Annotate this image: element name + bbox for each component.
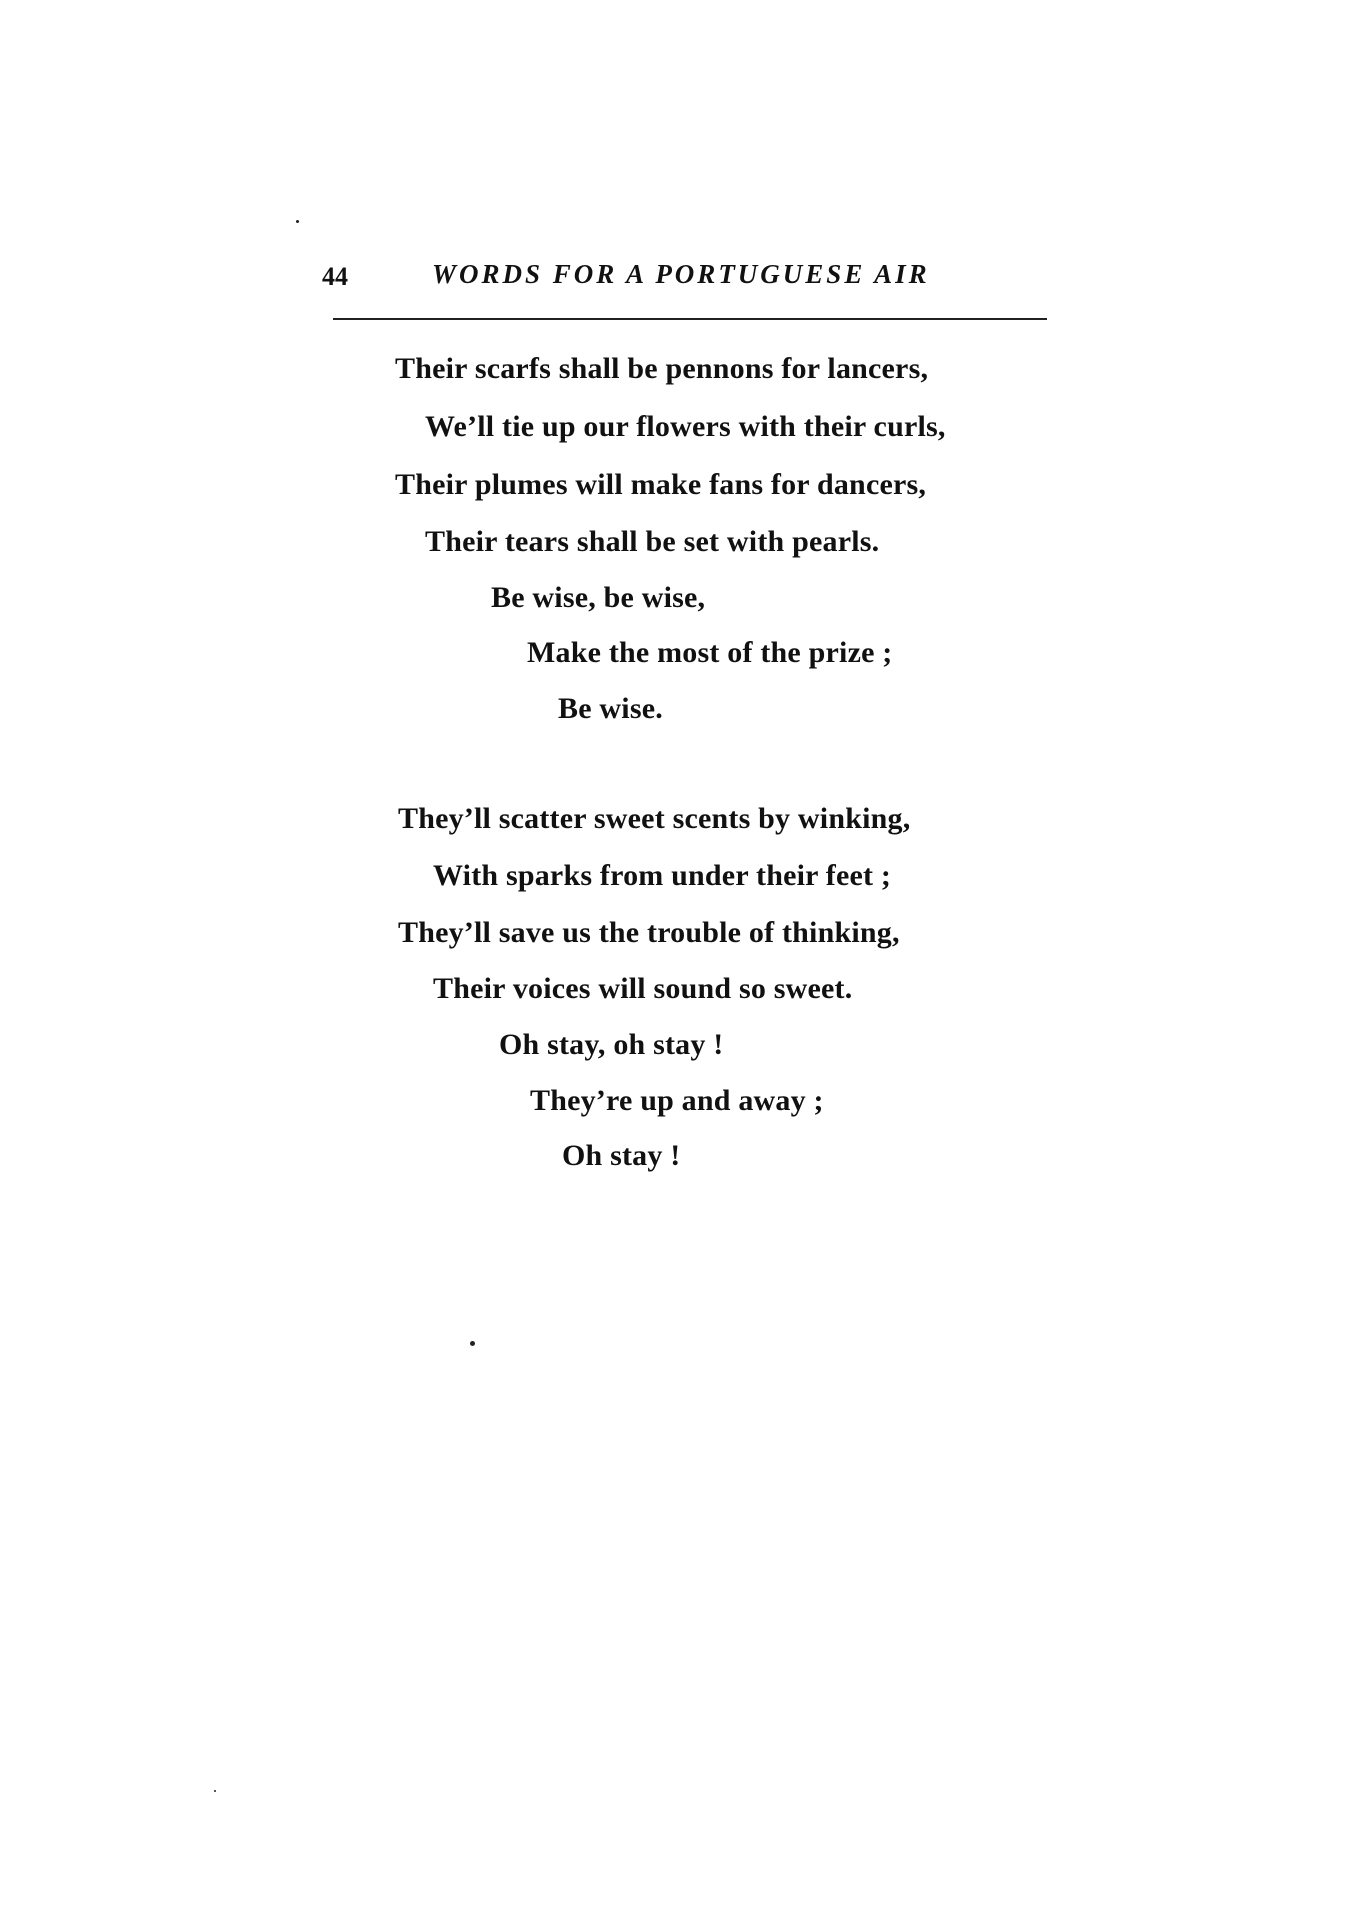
poem-line: They’re up and away ; <box>530 1084 824 1117</box>
poem-line: They’ll scatter sweet scents by winking, <box>398 802 911 835</box>
header-rule <box>333 318 1047 320</box>
poem-line: They’ll save us the trouble of thinking, <box>398 916 900 949</box>
running-title: WORDS FOR A PORTUGUESE AIR <box>432 259 930 289</box>
poem-line: With sparks from under their feet ; <box>433 859 892 892</box>
poem-line: Their tears shall be set with pearls. <box>425 525 880 558</box>
poem-line: Their scarfs shall be pennons for lancers, <box>395 352 929 385</box>
poem-line: Oh stay, oh stay ! <box>499 1028 724 1061</box>
page-number: 44 <box>322 262 348 291</box>
poem-line: Be wise, be wise, <box>491 581 706 614</box>
ink-speck <box>470 1341 475 1346</box>
poem-line: Their plumes will make fans for dancers, <box>395 468 927 501</box>
poem-line: Make the most of the prize ; <box>527 636 893 669</box>
ink-speck <box>214 1790 216 1792</box>
ink-speck <box>296 220 299 223</box>
poem-line: We’ll tie up our flowers with their curls, <box>425 410 946 443</box>
poem-line: Be wise. <box>558 692 663 725</box>
poem-line: Their voices will sound so sweet. <box>433 972 853 1005</box>
poem-line: Oh stay ! <box>562 1139 681 1172</box>
